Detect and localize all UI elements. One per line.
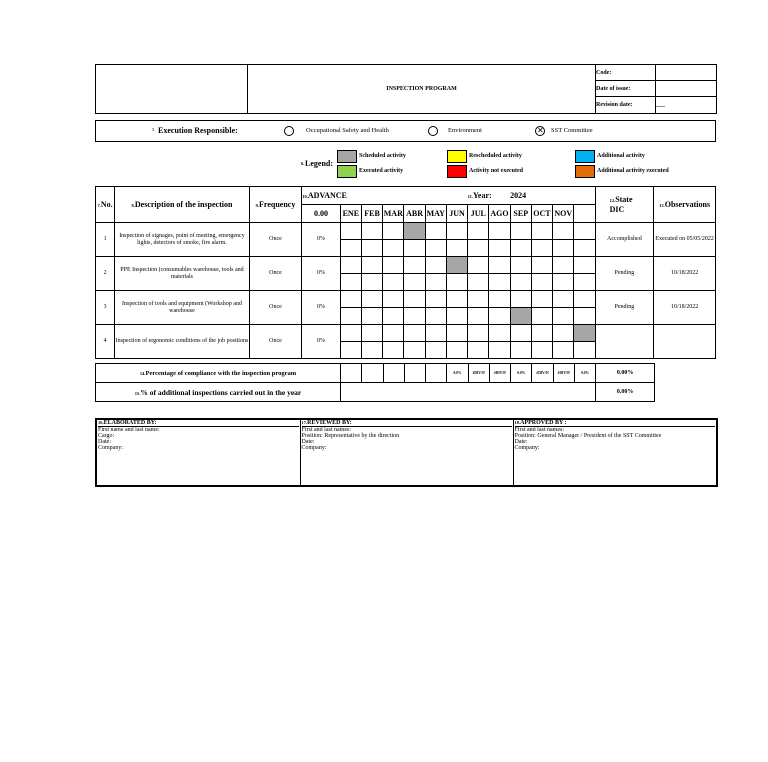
legend-swatch-rescheduled	[447, 150, 467, 163]
cell[interactable]	[510, 291, 531, 308]
year-number: 11.	[467, 193, 474, 199]
row1-state: Accomplished	[595, 223, 654, 257]
row3-state: Pending	[595, 291, 654, 325]
compliance-label-cell	[96, 364, 341, 383]
row2-description: PPE Inspection (consumables warehouse, tools and materials	[115, 257, 250, 291]
col-obs-number: 13.	[659, 202, 665, 208]
cell[interactable]	[361, 240, 382, 257]
cell[interactable]	[361, 257, 382, 274]
compliance-dic: 0.0%	[574, 364, 595, 383]
row4-description: Inspection of ergonomic conditions of the job positions	[115, 325, 250, 359]
year-header	[468, 187, 510, 205]
approved-title-text: APPROVED BY :	[520, 420, 567, 426]
cell[interactable]	[468, 308, 489, 325]
cell[interactable]	[553, 308, 574, 325]
cell[interactable]	[446, 291, 467, 308]
row1-description: Inspection of signages, point of meeting, emergency lights, detectors of smoke, fire alarm.	[115, 223, 250, 257]
legend-swatch-scheduled	[337, 150, 357, 163]
advance-header	[302, 187, 468, 205]
cell[interactable]	[383, 308, 404, 325]
reviewed-company: Company:	[301, 445, 327, 451]
month-sep: SEP	[510, 205, 531, 223]
cell[interactable]	[510, 223, 531, 240]
additional-number: 15.	[134, 390, 141, 396]
cell[interactable]	[404, 257, 425, 274]
compliance-feb	[362, 364, 383, 383]
cell[interactable]	[425, 325, 446, 342]
cell[interactable]	[340, 223, 361, 240]
cell[interactable]	[446, 342, 467, 359]
cell[interactable]	[489, 257, 510, 274]
section-number: 5.	[152, 127, 156, 132]
cell[interactable]	[468, 240, 489, 257]
col-header-description	[115, 187, 250, 223]
cell[interactable]	[361, 291, 382, 308]
year-value-cell	[510, 187, 595, 205]
approved-by-block	[513, 419, 717, 486]
month-jun: JUN	[446, 205, 467, 223]
cell[interactable]	[553, 240, 574, 257]
legend-text-executed: Executed activity	[359, 168, 404, 174]
option-sst-committee: SST Committee	[551, 127, 593, 134]
cell[interactable]	[383, 257, 404, 274]
approved-name: First and last names:	[514, 427, 564, 433]
row3-description: Inspection of tools and equipment (Workshop and warehouse	[115, 291, 250, 325]
cell[interactable]	[361, 223, 382, 240]
legend-swatch-executed	[337, 165, 357, 178]
signatures-table	[95, 418, 718, 487]
cell[interactable]	[468, 291, 489, 308]
cell[interactable]	[340, 240, 361, 257]
approved-position: Position: General Manager / President of the SST Committee	[514, 433, 662, 439]
elaborated-name: First name and last name:	[98, 427, 160, 433]
row4-frequency: Once	[249, 325, 302, 359]
compliance-label: Percentage of compliance with the inspection program	[145, 369, 297, 377]
legend-text-not-executed: Activity not executed	[469, 168, 523, 174]
approved-number: 18.	[514, 420, 521, 425]
compliance-ene	[341, 364, 362, 383]
approved-date: Date:	[514, 439, 528, 445]
cell[interactable]	[383, 342, 404, 359]
cell[interactable]	[383, 223, 404, 240]
row3-observations: 10/18/2022	[654, 291, 716, 325]
legend-swatch-additional-executed	[575, 165, 595, 178]
elaborated-company: Company:	[98, 445, 123, 451]
cell[interactable]	[361, 308, 382, 325]
cell[interactable]	[446, 308, 467, 325]
cell[interactable]	[489, 342, 510, 359]
cell[interactable]	[340, 291, 361, 308]
cell[interactable]	[531, 257, 552, 274]
legend-text-additional-executed: Additional activity executed	[597, 168, 669, 174]
legend-swatch-additional	[575, 150, 595, 163]
compliance-number: 14.	[139, 370, 146, 376]
cell[interactable]	[446, 223, 467, 240]
compliance-nov: #DIV/0!	[553, 364, 574, 383]
cell[interactable]	[531, 308, 552, 325]
month-abr: ABR	[404, 205, 425, 223]
reviewed-number: 17.	[301, 420, 308, 425]
execution-responsible-label: Execution Responsible:	[158, 126, 238, 135]
col-obs-label: Observations	[664, 199, 711, 209]
legend-number: 6.	[301, 161, 305, 166]
compliance-total: 0.00%	[596, 364, 655, 383]
cell[interactable]	[489, 291, 510, 308]
summary-table	[95, 363, 655, 402]
cell[interactable]	[446, 240, 467, 257]
approved-company: Company:	[514, 445, 540, 451]
year-value: 2024	[510, 190, 527, 200]
reviewed-position: Position: Representative by the direction	[301, 433, 400, 439]
cell[interactable]	[553, 291, 574, 308]
compliance-sep: 0.0%	[511, 364, 532, 383]
col-freq-label: Frequency	[259, 199, 296, 209]
row4-no: 4	[96, 325, 115, 359]
cell[interactable]	[468, 342, 489, 359]
cell[interactable]	[404, 274, 425, 291]
scheduled-cell[interactable]	[446, 257, 467, 274]
cell[interactable]	[531, 342, 552, 359]
cell[interactable]	[553, 342, 574, 359]
cell[interactable]	[510, 257, 531, 274]
cell[interactable]	[553, 257, 574, 274]
cell[interactable]	[510, 342, 531, 359]
cell[interactable]	[531, 325, 552, 342]
compliance-ago: #DIV/0!	[489, 364, 510, 383]
page-title: INSPECTION PROGRAM	[248, 65, 596, 114]
row1-advance: 0%	[302, 223, 340, 257]
cell[interactable]	[404, 342, 425, 359]
row2-frequency: Once	[249, 257, 302, 291]
cell[interactable]	[340, 257, 361, 274]
cell[interactable]	[404, 291, 425, 308]
cell[interactable]	[425, 308, 446, 325]
reviewed-title-text: REVIEWED BY:	[307, 420, 352, 426]
compliance-abr	[404, 364, 425, 383]
row2-advance: 0%	[302, 257, 340, 291]
elaborated-date: Date:	[98, 439, 111, 445]
compliance-mar	[383, 364, 404, 383]
legend-swatch-not-executed	[447, 165, 467, 178]
scheduled-cell[interactable]	[404, 223, 425, 240]
reviewed-date: Date:	[301, 439, 315, 445]
cell[interactable]	[510, 274, 531, 291]
advance-value: 0.00	[302, 205, 340, 223]
month-oct: OCT	[531, 205, 552, 223]
cell[interactable]	[574, 342, 595, 359]
cell[interactable]	[553, 274, 574, 291]
scheduled-cell[interactable]	[574, 325, 595, 342]
month-ago: AGO	[489, 205, 510, 223]
additional-months	[341, 383, 596, 402]
cell[interactable]	[489, 308, 510, 325]
row3-advance: 0%	[302, 291, 340, 325]
month-feb: FEB	[361, 205, 382, 223]
issue-date-label: Date of issue:	[596, 81, 656, 97]
cell[interactable]	[340, 308, 361, 325]
row1-frequency: Once	[249, 223, 302, 257]
cell[interactable]	[553, 223, 574, 240]
revision-date-value: ___	[656, 97, 717, 114]
col-no-number: 7.	[97, 202, 101, 208]
row1-observations: Executed on 05/05/2022	[654, 223, 716, 257]
cell[interactable]	[468, 325, 489, 342]
month-mar: MAR	[383, 205, 404, 223]
cell[interactable]	[510, 240, 531, 257]
cell[interactable]	[383, 274, 404, 291]
cell[interactable]	[404, 308, 425, 325]
cell[interactable]	[446, 325, 467, 342]
cell[interactable]	[489, 223, 510, 240]
advance-label: ADVANCE	[307, 190, 347, 200]
additional-total: 0.00%	[596, 383, 655, 402]
cell[interactable]	[489, 325, 510, 342]
col-no-label: No.	[100, 199, 113, 209]
additional-label: % of additional inspections carried out in the year	[140, 387, 302, 397]
row2-state: Pending	[595, 257, 654, 291]
col-header-state	[595, 187, 654, 223]
row1-no: 1	[96, 223, 115, 257]
cell[interactable]	[340, 274, 361, 291]
cell[interactable]	[574, 291, 595, 308]
cell[interactable]	[361, 274, 382, 291]
approved-by-title	[515, 420, 716, 427]
cell[interactable]	[531, 291, 552, 308]
scheduled-cell[interactable]	[510, 308, 531, 325]
legend	[0, 0, 768, 200]
cell[interactable]	[574, 257, 595, 274]
cell[interactable]	[574, 308, 595, 325]
cell[interactable]	[531, 223, 552, 240]
cell[interactable]	[425, 257, 446, 274]
legend-text-rescheduled: Rescheduled activity	[469, 153, 522, 159]
row2-no: 2	[96, 257, 115, 291]
cell[interactable]	[574, 240, 595, 257]
legend-text-scheduled: Scheduled activity	[359, 153, 406, 159]
option-environment: Environment	[448, 127, 482, 134]
row4-observations	[654, 325, 716, 359]
cell[interactable]	[383, 325, 404, 342]
col-freq-number: 9.	[255, 202, 260, 208]
elaborated-by-title	[98, 420, 299, 427]
cell[interactable]	[425, 291, 446, 308]
reviewed-by-title	[302, 420, 512, 427]
cell[interactable]	[468, 223, 489, 240]
month-may: MAY	[425, 205, 446, 223]
row3-frequency: Once	[249, 291, 302, 325]
cell[interactable]	[361, 325, 382, 342]
cell[interactable]	[425, 342, 446, 359]
month-jul: JUL	[468, 205, 489, 223]
legend-text-additional: Additional activity	[597, 153, 645, 159]
revision-date-label: Revision date:	[596, 97, 656, 114]
cell[interactable]	[340, 342, 361, 359]
cell[interactable]	[574, 274, 595, 291]
cell[interactable]	[531, 274, 552, 291]
year-label: Year:	[473, 190, 492, 200]
compliance-may	[426, 364, 447, 383]
cell[interactable]	[468, 274, 489, 291]
compliance-oct: #DIV/0!	[532, 364, 553, 383]
elaborated-cargo: Cargo:	[98, 433, 115, 439]
month-ene: ENE	[340, 205, 361, 223]
cell[interactable]	[574, 223, 595, 240]
row3-no: 3	[96, 291, 115, 325]
elaborated-by-block	[96, 419, 300, 486]
col-header-observations	[654, 187, 716, 223]
cell[interactable]	[425, 274, 446, 291]
compliance-jun: 0.0%	[447, 364, 468, 383]
month-nov: NOV	[553, 205, 574, 223]
cell[interactable]	[468, 257, 489, 274]
col-desc-number: 8.	[131, 202, 135, 208]
col-header-no	[96, 187, 115, 223]
cell[interactable]	[340, 325, 361, 342]
cell[interactable]	[489, 274, 510, 291]
option-occupational-safety: Occupational Safety and Health	[306, 127, 389, 134]
code-label: Code:	[596, 65, 656, 81]
cell[interactable]	[361, 342, 382, 359]
month-dic-label: DIC	[609, 204, 625, 214]
cell[interactable]	[383, 291, 404, 308]
reviewed-by-block	[300, 419, 513, 486]
col-desc-label: Description of the inspection	[134, 199, 233, 209]
cell[interactable]	[425, 240, 446, 257]
col-header-frequency	[249, 187, 302, 223]
advance-number: 10.	[302, 193, 308, 199]
legend-label: Legend:	[305, 159, 333, 168]
cell[interactable]	[446, 274, 467, 291]
elaborated-title-text: ELABORATED BY:	[103, 420, 157, 426]
row2-observations: 10/18/2022	[654, 257, 716, 291]
elaborated-number: 16.	[98, 420, 104, 425]
cell[interactable]	[510, 325, 531, 342]
compliance-jul: #DIV/0!	[468, 364, 489, 383]
cell[interactable]	[404, 325, 425, 342]
inspection-table	[95, 186, 716, 359]
cell[interactable]	[531, 240, 552, 257]
cell[interactable]	[383, 240, 404, 257]
cell[interactable]	[404, 240, 425, 257]
cell[interactable]	[425, 223, 446, 240]
col-state-label: State	[615, 195, 633, 205]
reviewed-name: First and last names:	[301, 427, 351, 433]
row4-advance: 0%	[302, 325, 340, 359]
additional-label-cell	[96, 383, 341, 402]
col-state-number: 12.	[609, 198, 616, 204]
cell[interactable]	[553, 325, 574, 342]
cell[interactable]	[489, 240, 510, 257]
row4-state	[595, 325, 654, 359]
